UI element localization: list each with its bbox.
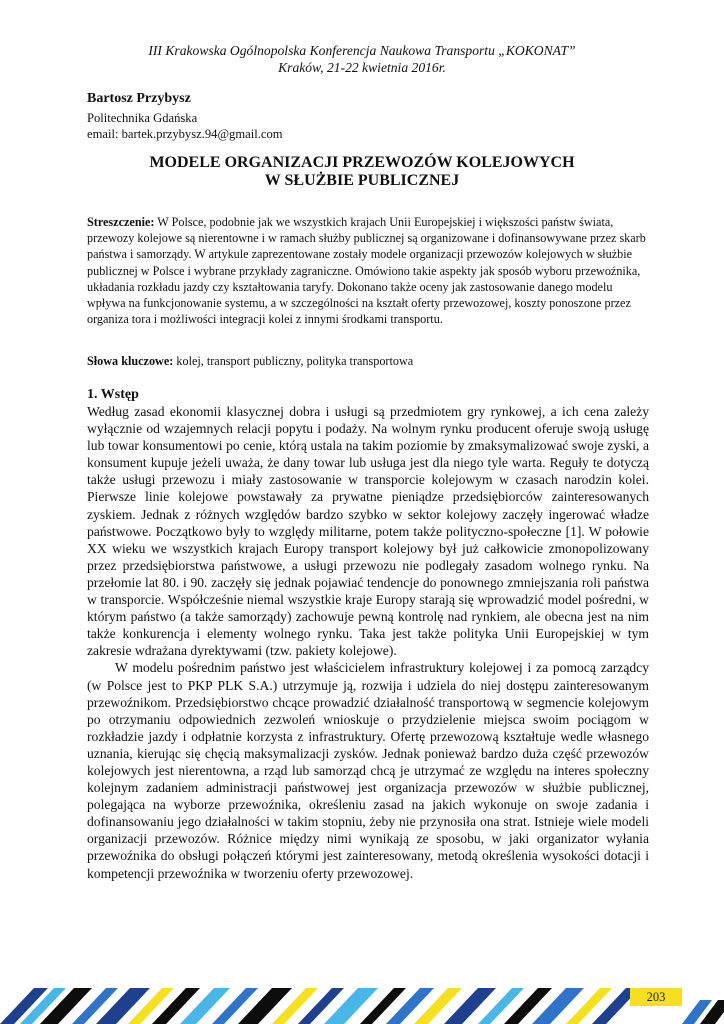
conference-header xyxy=(0,42,724,76)
footer-stripes xyxy=(0,988,724,1024)
author-affiliation: Politechnika Gdańska xyxy=(87,111,198,125)
keywords-label: Słowa kluczowe: xyxy=(87,354,174,368)
paper-title xyxy=(0,154,724,190)
keywords-paragraph xyxy=(87,353,649,369)
keywords xyxy=(87,353,649,369)
author-block xyxy=(87,90,647,142)
paper-title-line-1: MODELE ORGANIZACJI PRZEWOZÓW KOLEJOWYCH xyxy=(149,154,575,171)
section-body xyxy=(87,403,649,882)
footer-decorative-band xyxy=(0,988,724,1024)
conference-name: III Krakowska Ogólnopolska Konferencja Naukowa Transportu „KOKONAT” xyxy=(148,43,576,58)
author-name: Bartosz Przybysz xyxy=(87,91,191,106)
abstract-paragraph xyxy=(87,214,649,327)
author-email: email: bartek.przybysz.94@gmail.com xyxy=(87,127,283,141)
keywords-text: kolej, transport publiczny, polityka transportowa xyxy=(173,354,414,368)
body-paragraph-2: W modelu pośrednim państwo jest właścicielem infrastruktury kolejowej i za pomocą zarządcy (w Polsce jest to PKP PLK S.A.) utrzymuje ją, rozwija i udziela do niej dostępu zainteresowanym przewoźnikom. Przedsiębiorstwo chcące prowadzić działalność transportową w segmencie kolejowym po otrzymaniu odpowiednich zezwoleń wnioskuje o przydzielenie miejsca swoim pociągom w rozkładzie jazdy i odpłatnie korzysta z infrastruktury. Ofertę przewozową kształtuje wedle własnego uznania, kierując się chęcią maksymalizacji zysków. Jednak ponieważ bardzo duża część przewozów kolejowych jest nierentowna, a rząd lub samorząd chcą je utrzymać ze względu na interes społeczny kolejnym zadaniem administracji państwowej jest organizacja przewozów w służbie publicznej, polegająca na wyborze przewoźnika, określeniu zasad na jakich wykonuje on swoje zadania i dofinansowaniu jego działalności w takim stopniu, żeby nie przynosiła ona strat. Istnieje wiele modeli organizacji przewozów. Różnice między nimi wynikają ze sposobu, w jaki organizator wyłania przewoźnika do obsługi połączeń którymi jest zainteresowany, metodą określenia wysokości dotacji i kompetencji przewoźnika w tworzeniu oferty przewozowej. xyxy=(87,660,649,881)
abstract xyxy=(87,214,649,327)
section-heading: 1. Wstęp xyxy=(87,387,139,402)
body-paragraph-1: Według zasad ekonomii klasycznej dobra i usługi są przedmiotem gry rynkowej, a ich cena zależy wyłącznie od wzajemnych relacji popytu i podaży. Na wolnym rynku producent oferuje swoją usługę lub towar konsumentowi po cenie, którą ustala na takim poziomie by zmaksymalizować swoje zyski, a konsument kupuje jeżeli uważa, że dany towar lub usługa jest dla niego tyle warta. Reguły te dotyczą także usługi przewozu i miały zastosowanie w transporcie kolejowym w czasach narodzin kolei. Pierwsze linie kolejowe powstawały za prywatne pieniądze przedsiębiorców zainteresowanych zyskiem. Jednak z różnych względów bardzo szybko w sektor kolejowy zaczęły ingerować władze państwowe. Początkowo były to względy militarne, potem także polityczno-społeczne [1]. W połowie XX wieku we wszystkich krajach Europy transport kolejowy był już całkowicie zmonopolizowany przez przedsiębiorstwa państwowe, a usługi przewozu nie podlegały zasadom wolnego rynku. Na przełomie lat 80. i 90. zaczęły się jednak pojawiać tendencje do ponownego zmniejszania roli państwa w transporcie. Współcześnie niemal wszystkie kraje Europy starają się wprowadzić model pośredni, w którym państwo (a także samorządy) zachowuje pewną kontrolę nad rynkiem, ale obecna jest na nim także konkurencja i elementy wolnego rynku. Taka jest także polityka Unii Europejskiej w tym zakresie wdrażana dyrektywami (tzw. pakiety kolejowe). xyxy=(87,404,649,659)
abstract-text: W Polsce, podobnie jak we wszystkich krajach Unii Europejskiej i większości państw świata, przewozy kolejowe są nierentowne i w ramach służby publicznej są organizowane i dofinansowywane przez skarb państwa i samorządy. W artykule zaprezentowane zostały modele organizacji przewozów kolejowych w służbie publicznej w Polsce i wybrane przykłady zagraniczne. Omówiono takie aspekty jak sposób wyboru przewoźnika, układania rozkładu jazdy czy kształtowania taryfy. Dokonano także oceny jak zastosowanie danego modelu wpływa na funkcjonowanie systemu, a w szczególności na kształt oferty przewozowej, koszty ponoszone przez organiza tora i możliwości integracji kolei z innymi środkami transportu. xyxy=(87,215,646,327)
paper-title-line-2: W SŁUŻBIE PUBLICZNEJ xyxy=(264,172,460,189)
conference-date-place: Kraków, 21-22 kwietnia 2016r. xyxy=(278,60,446,75)
abstract-label: Streszczenie: xyxy=(87,215,155,229)
page-number: 203 xyxy=(630,988,682,1006)
